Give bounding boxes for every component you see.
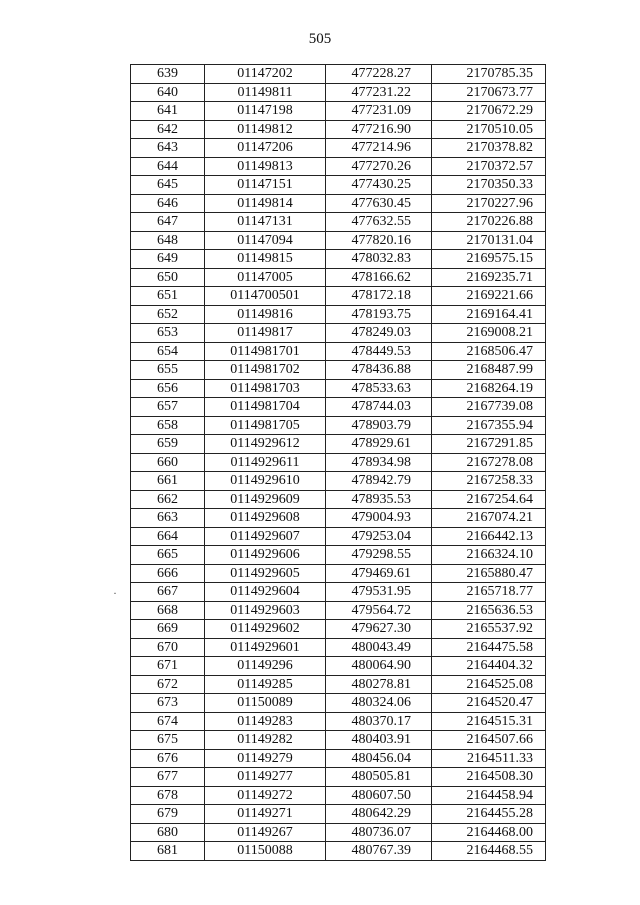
point-number-cell: 672 [131,675,205,694]
x-coordinate-cell: 480064.90 [326,657,432,676]
point-id-cell: 0114929608 [205,509,326,528]
point-id-cell: 01150088 [205,842,326,861]
point-id-cell: 01149279 [205,749,326,768]
y-coordinate-cell: 2170131.04 [432,231,546,250]
point-id-cell: 0114929603 [205,601,326,620]
point-id-cell: 01149814 [205,194,326,213]
table-row [131,305,546,324]
table-row [131,472,546,491]
point-number-cell: 652 [131,305,205,324]
point-number-cell: 644 [131,157,205,176]
table-row [131,176,546,195]
point-number-cell: 639 [131,65,205,84]
table-row [131,601,546,620]
y-coordinate-cell: 2165636.53 [432,601,546,620]
x-coordinate-cell: 480278.81 [326,675,432,694]
table-row [131,805,546,824]
y-coordinate-cell: 2168264.19 [432,379,546,398]
table-row [131,102,546,121]
point-number-cell: 666 [131,564,205,583]
y-coordinate-cell: 2164468.55 [432,842,546,861]
x-coordinate-cell: 479627.30 [326,620,432,639]
x-coordinate-cell: 478903.79 [326,416,432,435]
y-coordinate-cell: 2164458.94 [432,786,546,805]
point-id-cell: 01149277 [205,768,326,787]
point-id-cell: 01149267 [205,823,326,842]
point-number-cell: 654 [131,342,205,361]
x-coordinate-cell: 480370.17 [326,712,432,731]
point-number-cell: 671 [131,657,205,676]
x-coordinate-cell: 478533.63 [326,379,432,398]
point-number-cell: 640 [131,83,205,102]
table-row [131,231,546,250]
point-number-cell: 656 [131,379,205,398]
point-id-cell: 0114929607 [205,527,326,546]
y-coordinate-cell: 2164520.47 [432,694,546,713]
point-number-cell: 642 [131,120,205,139]
point-id-cell: 0114929609 [205,490,326,509]
table-row [131,527,546,546]
x-coordinate-cell: 479531.95 [326,583,432,602]
point-number-cell: 670 [131,638,205,657]
point-number-cell: 661 [131,472,205,491]
y-coordinate-cell: 2170372.57 [432,157,546,176]
table-row [131,435,546,454]
point-id-cell: 01147198 [205,102,326,121]
x-coordinate-cell: 479298.55 [326,546,432,565]
point-number-cell: 659 [131,435,205,454]
point-number-cell: 645 [131,176,205,195]
point-id-cell: 01150089 [205,694,326,713]
point-id-cell: 01149285 [205,675,326,694]
point-number-cell: 646 [131,194,205,213]
point-id-cell: 0114929610 [205,472,326,491]
coordinates-table [130,64,546,861]
point-number-cell: 647 [131,213,205,232]
y-coordinate-cell: 2169575.15 [432,250,546,269]
y-coordinate-cell: 2170672.29 [432,102,546,121]
y-coordinate-cell: 2167278.08 [432,453,546,472]
point-number-cell: 649 [131,250,205,269]
point-id-cell: 0114929605 [205,564,326,583]
point-number-cell: 660 [131,453,205,472]
point-id-cell: 01149812 [205,120,326,139]
point-id-cell: 01149817 [205,324,326,343]
point-id-cell: 01147005 [205,268,326,287]
table-row [131,398,546,417]
point-id-cell: 01147151 [205,176,326,195]
table-row [131,213,546,232]
point-id-cell: 0114981704 [205,398,326,417]
y-coordinate-cell: 2164404.32 [432,657,546,676]
point-id-cell: 0114929606 [205,546,326,565]
x-coordinate-cell: 480324.06 [326,694,432,713]
x-coordinate-cell: 478449.53 [326,342,432,361]
point-id-cell: 0114700501 [205,287,326,306]
table-row [131,490,546,509]
table-row [131,657,546,676]
table-row [131,675,546,694]
y-coordinate-cell: 2167355.94 [432,416,546,435]
y-coordinate-cell: 2167291.85 [432,435,546,454]
y-coordinate-cell: 2168506.47 [432,342,546,361]
y-coordinate-cell: 2170785.35 [432,65,546,84]
point-number-cell: 669 [131,620,205,639]
y-coordinate-cell: 2168487.99 [432,361,546,380]
point-number-cell: 675 [131,731,205,750]
x-coordinate-cell: 477231.22 [326,83,432,102]
point-id-cell: 01149816 [205,305,326,324]
point-number-cell: 678 [131,786,205,805]
margin-mark: · [113,586,117,600]
table-row [131,712,546,731]
table-row [131,620,546,639]
y-coordinate-cell: 2165880.47 [432,564,546,583]
y-coordinate-cell: 2165718.77 [432,583,546,602]
y-coordinate-cell: 2170226.88 [432,213,546,232]
x-coordinate-cell: 477231.09 [326,102,432,121]
point-number-cell: 664 [131,527,205,546]
point-number-cell: 680 [131,823,205,842]
point-number-cell: 643 [131,139,205,158]
point-number-cell: 650 [131,268,205,287]
point-number-cell: 651 [131,287,205,306]
y-coordinate-cell: 2170378.82 [432,139,546,158]
x-coordinate-cell: 480403.91 [326,731,432,750]
table-row [131,731,546,750]
point-id-cell: 01149296 [205,657,326,676]
x-coordinate-cell: 478744.03 [326,398,432,417]
y-coordinate-cell: 2170350.33 [432,176,546,195]
point-id-cell: 01147131 [205,213,326,232]
table-row [131,194,546,213]
x-coordinate-cell: 477820.16 [326,231,432,250]
y-coordinate-cell: 2167254.64 [432,490,546,509]
point-id-cell: 01149271 [205,805,326,824]
table-row [131,361,546,380]
table-row [131,65,546,84]
point-id-cell: 01147094 [205,231,326,250]
point-id-cell: 01149815 [205,250,326,269]
table-row [131,268,546,287]
table-row [131,583,546,602]
table-row [131,453,546,472]
point-id-cell: 0114981703 [205,379,326,398]
table-row [131,379,546,398]
point-number-cell: 662 [131,490,205,509]
table-row [131,786,546,805]
table-row [131,342,546,361]
point-number-cell: 673 [131,694,205,713]
x-coordinate-cell: 479564.72 [326,601,432,620]
x-coordinate-cell: 480505.81 [326,768,432,787]
point-id-cell: 0114929611 [205,453,326,472]
y-coordinate-cell: 2164475.58 [432,638,546,657]
y-coordinate-cell: 2167258.33 [432,472,546,491]
x-coordinate-cell: 477270.26 [326,157,432,176]
point-number-cell: 657 [131,398,205,417]
x-coordinate-cell: 477430.25 [326,176,432,195]
point-number-cell: 641 [131,102,205,121]
x-coordinate-cell: 480043.49 [326,638,432,657]
x-coordinate-cell: 480642.29 [326,805,432,824]
table-row [131,564,546,583]
point-id-cell: 01149272 [205,786,326,805]
x-coordinate-cell: 480736.07 [326,823,432,842]
point-number-cell: 665 [131,546,205,565]
table-row [131,638,546,657]
x-coordinate-cell: 478166.62 [326,268,432,287]
point-number-cell: 677 [131,768,205,787]
point-number-cell: 653 [131,324,205,343]
y-coordinate-cell: 2169164.41 [432,305,546,324]
x-coordinate-cell: 478249.03 [326,324,432,343]
x-coordinate-cell: 478172.18 [326,287,432,306]
point-id-cell: 01147202 [205,65,326,84]
y-coordinate-cell: 2164468.00 [432,823,546,842]
point-id-cell: 01149811 [205,83,326,102]
point-id-cell: 0114981701 [205,342,326,361]
point-number-cell: 648 [131,231,205,250]
x-coordinate-cell: 479469.61 [326,564,432,583]
x-coordinate-cell: 477214.96 [326,139,432,158]
point-id-cell: 0114929602 [205,620,326,639]
point-number-cell: 663 [131,509,205,528]
x-coordinate-cell: 478032.83 [326,250,432,269]
y-coordinate-cell: 2164511.33 [432,749,546,768]
point-id-cell: 01147206 [205,139,326,158]
y-coordinate-cell: 2167739.08 [432,398,546,417]
point-number-cell: 681 [131,842,205,861]
y-coordinate-cell: 2166442.13 [432,527,546,546]
table-row [131,842,546,861]
point-number-cell: 679 [131,805,205,824]
point-id-cell: 0114981702 [205,361,326,380]
x-coordinate-cell: 478436.88 [326,361,432,380]
point-id-cell: 0114929604 [205,583,326,602]
x-coordinate-cell: 478935.53 [326,490,432,509]
y-coordinate-cell: 2169221.66 [432,287,546,306]
x-coordinate-cell: 478929.61 [326,435,432,454]
point-number-cell: 676 [131,749,205,768]
x-coordinate-cell: 479253.04 [326,527,432,546]
table-row [131,139,546,158]
y-coordinate-cell: 2170227.96 [432,194,546,213]
table-row [131,83,546,102]
table-row [131,546,546,565]
point-id-cell: 0114929612 [205,435,326,454]
point-id-cell: 01149282 [205,731,326,750]
point-number-cell: 658 [131,416,205,435]
x-coordinate-cell: 480456.04 [326,749,432,768]
y-coordinate-cell: 2169008.21 [432,324,546,343]
x-coordinate-cell: 480607.50 [326,786,432,805]
y-coordinate-cell: 2170510.05 [432,120,546,139]
point-number-cell: 667 [131,583,205,602]
coordinates-table-body [131,65,546,861]
y-coordinate-cell: 2164525.08 [432,675,546,694]
y-coordinate-cell: 2164507.66 [432,731,546,750]
point-number-cell: 668 [131,601,205,620]
point-number-cell: 655 [131,361,205,380]
page-number: 505 [308,31,332,47]
x-coordinate-cell: 479004.93 [326,509,432,528]
table-row [131,324,546,343]
point-id-cell: 0114929601 [205,638,326,657]
x-coordinate-cell: 478934.98 [326,453,432,472]
y-coordinate-cell: 2165537.92 [432,620,546,639]
x-coordinate-cell: 478942.79 [326,472,432,491]
table-row [131,287,546,306]
x-coordinate-cell: 478193.75 [326,305,432,324]
table-row [131,768,546,787]
table-row [131,416,546,435]
y-coordinate-cell: 2164455.28 [432,805,546,824]
y-coordinate-cell: 2167074.21 [432,509,546,528]
table-row [131,250,546,269]
y-coordinate-cell: 2169235.71 [432,268,546,287]
table-row [131,749,546,768]
point-id-cell: 0114981705 [205,416,326,435]
table-row [131,823,546,842]
y-coordinate-cell: 2164508.30 [432,768,546,787]
point-id-cell: 01149813 [205,157,326,176]
y-coordinate-cell: 2170673.77 [432,83,546,102]
x-coordinate-cell: 477632.55 [326,213,432,232]
y-coordinate-cell: 2164515.31 [432,712,546,731]
x-coordinate-cell: 480767.39 [326,842,432,861]
x-coordinate-cell: 477216.90 [326,120,432,139]
table-row [131,120,546,139]
table-row [131,509,546,528]
x-coordinate-cell: 477228.27 [326,65,432,84]
table-row [131,157,546,176]
table-row [131,694,546,713]
point-number-cell: 674 [131,712,205,731]
point-id-cell: 01149283 [205,712,326,731]
x-coordinate-cell: 477630.45 [326,194,432,213]
y-coordinate-cell: 2166324.10 [432,546,546,565]
